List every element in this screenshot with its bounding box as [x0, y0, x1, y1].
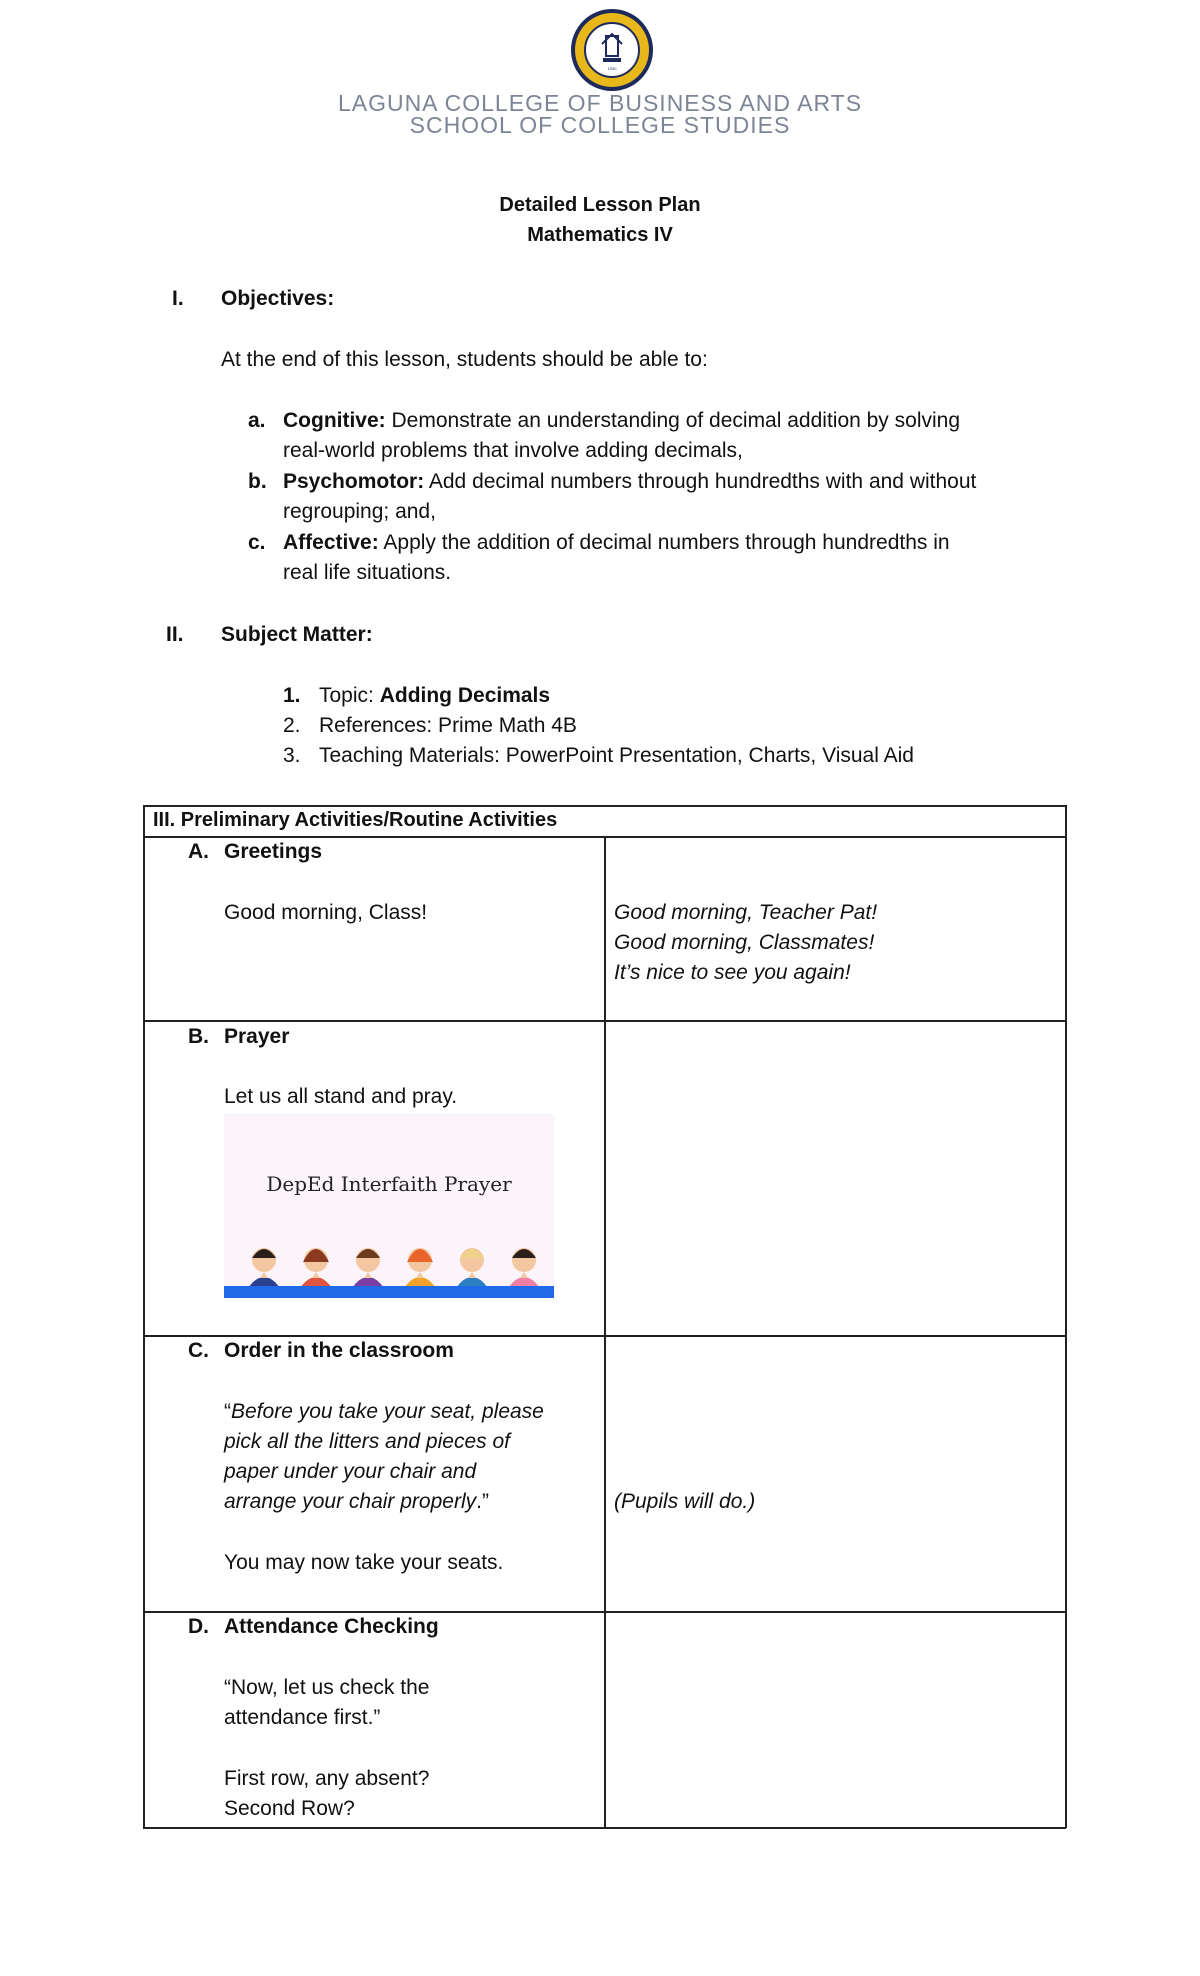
document-title: Detailed Lesson Plan [499, 194, 701, 216]
praying-children-illustration [224, 1232, 554, 1298]
objective-text-cont: regrouping; and, [283, 500, 436, 523]
section-title: Greetings [224, 840, 323, 863]
subject-item-label: Topic: [319, 684, 380, 707]
objective-text-cont: real life situations. [283, 561, 452, 584]
objectives-heading: Objectives: [221, 287, 335, 310]
section-letter: B. [188, 1025, 209, 1048]
table-border [604, 836, 606, 1828]
table-border [1065, 805, 1067, 1828]
subject-item-number: 1. [283, 684, 301, 707]
subject-matter-numeral: II. [166, 623, 184, 646]
order-quote-line: arrange your chair properly.” [224, 1490, 489, 1513]
subject-item [319, 681, 550, 711]
section-title: Attendance Checking [224, 1615, 439, 1638]
subject-item-number: 2. [283, 714, 301, 737]
svg-text:1930: 1930 [607, 66, 617, 71]
college-name: LAGUNA COLLEGE OF BUSINESS AND ARTS [337, 90, 863, 116]
prayer-image-caption: DepEd Interfaith Prayer [266, 1172, 512, 1196]
pupil-line: Good morning, Classmates! [614, 931, 875, 954]
prayer-image [224, 1114, 554, 1298]
objective-item [283, 467, 976, 497]
section-letter: C. [188, 1339, 209, 1362]
attendance-quote-line: attendance first.” [224, 1706, 381, 1729]
table-header: III. Preliminary Activities/Routine Activities [153, 809, 558, 831]
order-quote-text: Before you take your seat, please [231, 1400, 544, 1423]
pupil-line: It’s nice to see you again! [614, 961, 851, 984]
pupil-line: (Pupils will do.) [614, 1490, 756, 1513]
attendance-quote-line: “Now, let us check the [224, 1676, 430, 1699]
order-quote-line: “Before you take your seat, please [224, 1400, 544, 1423]
teacher-line: Second Row? [224, 1797, 355, 1820]
objective-text-cont: real-world problems that involve adding decimals, [283, 439, 743, 462]
objective-label: Cognitive: [283, 409, 386, 432]
section-title: Order in the classroom [224, 1339, 454, 1362]
section-letter: A. [188, 840, 209, 863]
objectives-numeral: I. [172, 287, 184, 310]
objective-text: Add decimal numbers through hundredths with and without [424, 470, 977, 493]
teacher-line: Let us all stand and pray. [224, 1085, 458, 1108]
pupil-line: Good morning, Teacher Pat! [614, 901, 878, 924]
order-quote-line: paper under your chair and [224, 1460, 477, 1483]
teacher-line: You may now take your seats. [224, 1551, 504, 1574]
subject-item: References: Prime Math 4B [319, 714, 577, 737]
order-quote-text: arrange your chair properly [224, 1490, 477, 1513]
teacher-line: Good morning, Class! [224, 901, 428, 924]
table-border [143, 805, 145, 1828]
college-seal [570, 8, 654, 92]
subject-matter-heading: Subject Matter: [221, 623, 373, 646]
order-quote-line: pick all the litters and pieces of [224, 1430, 510, 1453]
objective-letter: b. [248, 470, 267, 493]
objective-label: Affective: [283, 531, 379, 554]
objectives-intro: At the end of this lesson, students should be able to: [221, 348, 708, 371]
objective-letter: c. [248, 531, 266, 554]
subject-item: Teaching Materials: PowerPoint Presentation, Charts, Visual Aid [319, 744, 914, 767]
objective-letter: a. [248, 409, 266, 432]
objective-label: Psychomotor: [283, 470, 425, 493]
subject-item-number: 3. [283, 744, 301, 767]
teacher-line: First row, any absent? [224, 1767, 430, 1790]
school-name: SCHOOL OF COLLEGE STUDIES [409, 112, 791, 138]
section-title: Prayer [224, 1025, 290, 1048]
section-letter: D. [188, 1615, 209, 1638]
objective-item [283, 406, 960, 436]
objective-text: Demonstrate an understanding of decimal addition by solving [385, 409, 961, 432]
objective-item [283, 528, 950, 558]
document-subject: Mathematics IV [527, 224, 673, 246]
objective-text: Apply the addition of decimal numbers through hundredths in [378, 531, 950, 554]
subject-item-value: Adding Decimals [379, 684, 551, 707]
